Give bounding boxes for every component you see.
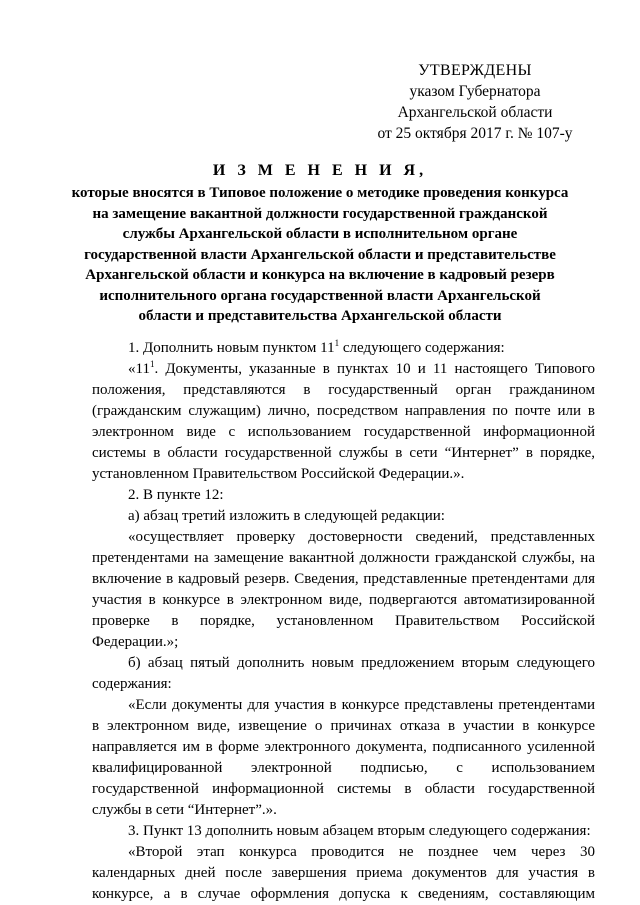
approval-date: от 25 октября 2017 г. № 107-у [377, 125, 573, 142]
subtitle-line: области и представительства Архангельской области [138, 308, 502, 324]
paragraph-text: 1. Дополнить новым пунктом 11 [128, 340, 335, 356]
paragraph-item-3-text: «Второй этап конкурса проводится не позднее чем через 30 календарных дней после завершения приема документов для участия в конкурсе, а в случае оформления допуска к сведениям, составляющим [92, 844, 595, 902]
paragraph-text: «11 [128, 361, 150, 377]
paragraph-subitem-b-text: «Если документы для участия в конкурсе представлены претендентами в электронном виде, извещение о причинах отказа в участии в конкурсе направляется им в форме электронного документа, подписанного усиленной квалифицированной электронной подписью, с использованием государственной информационной системы в области государственной службы в сети “Интернет”.». [92, 697, 595, 818]
paragraph-subitem-b: б) абзац пятый дополнить новым предложением вторым следующего содержания: [92, 655, 595, 692]
subtitle-line: государственной власти Архангельской области и представительстве [84, 246, 556, 263]
subtitle-line: которые вносятся в Типовое положение о методике проведения конкурса [71, 185, 569, 201]
document-title: И З М Е Н Е Н И Я, [212, 162, 428, 179]
paragraph-item-3: 3. Пункт 13 дополнить новым абзацем вторым следующего содержания: [128, 823, 591, 839]
paragraph-subitem-a-text: «осуществляет проверку достоверности сведений, представленных претендентами на замещение вакантной должности гражданской службы, на включение в кадровый резерв. Сведения, представленные претендентами для участия в конкурсе в электронном виде, подвергаются автоматизированной проверке в порядке, установленном Правительством Российской Федерации.»; [92, 529, 595, 650]
paragraph-subitem-a: а) абзац третий изложить в следующей редакции: [128, 508, 445, 524]
subtitle-line: исполнительного органа государственной власти Архангельской [99, 287, 541, 304]
approval-decree: указом Губернатора [409, 83, 541, 100]
paragraph-text: следующего содержания: [339, 340, 505, 356]
approval-block [330, 60, 620, 144]
superscript: 1 [149, 359, 155, 369]
approval-region: Архангельской области [397, 104, 553, 121]
subtitle-line: Архангельской области и конкурса на включение в кадровый резерв [85, 267, 555, 283]
document-subtitle [60, 183, 580, 327]
paragraph-item-2: 2. В пункте 12: [128, 487, 224, 503]
subtitle-line: на замещение вакантной должности государственной гражданской [92, 205, 548, 222]
document-heading [60, 160, 580, 327]
paragraph-item-1 [92, 338, 595, 359]
approval-title: УТВЕРЖДЕНЫ [418, 62, 532, 79]
document-body [92, 338, 595, 905]
subtitle-line: службы Архангельской области в исполнительном органе [122, 226, 518, 242]
paragraph-item-1-text [92, 359, 595, 485]
superscript: 1 [334, 338, 340, 348]
paragraph-text: . Документы, указанные в пунктах 10 и 11 настоящего Типового положения, представляются в государственный орган гражданином (гражданским служащим) лично, посредством направления по почте или в электронном виде с использованием государственной информационной системы в области государственной службы в сети “Интернет” в порядке, установленном Правительством Российской Федерации.». [92, 361, 595, 482]
